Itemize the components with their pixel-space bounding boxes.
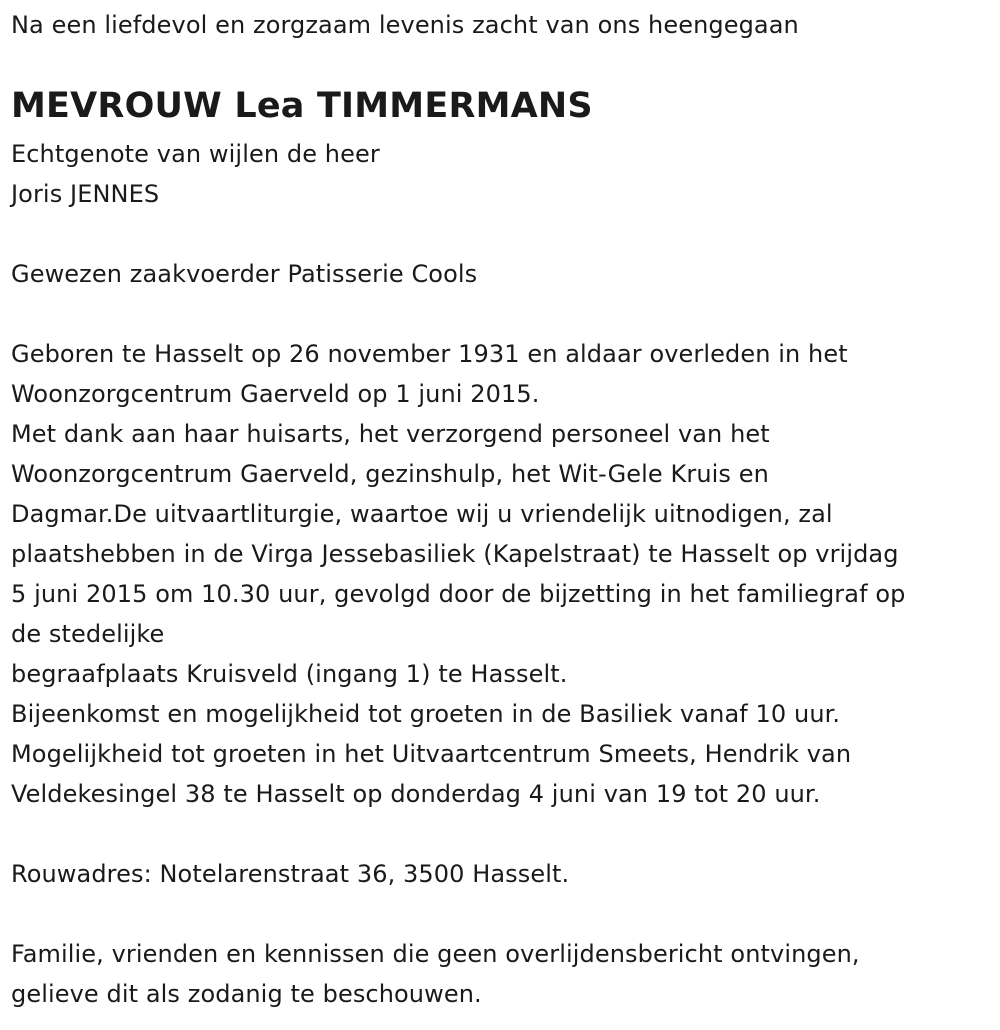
intro-text: Na een liefdevol en zorgzaam levenis zacht van ons heengegaan [11, 11, 799, 39]
family-line: gelieve dit als zodanig te beschouwen. [11, 980, 482, 1008]
occupation-block [11, 254, 477, 294]
address-block [11, 854, 569, 894]
body-line: Mogelijkheid tot groeten in het Uitvaartcentrum Smeets, Hendrik van [11, 740, 852, 768]
occupation-text: Gewezen zaakvoerder Patisserie Cools [11, 260, 478, 288]
body-line: Bijeenkomst en mogelijkheid tot groeten in de Basiliek vanaf 10 uur. [11, 700, 841, 728]
body-block [11, 334, 905, 814]
body-line: Dagmar.De uitvaartliturgie, waartoe wij u vriendelijk uitnodigen, zal [11, 500, 833, 528]
body-line: 5 juni 2015 om 10.30 uur, gevolgd door de bijzetting in het familiegraf op [11, 580, 906, 608]
body-line: Woonzorgcentrum Gaerveld, gezinshulp, het Wit-Gele Kruis en [11, 460, 769, 488]
body-line: Geboren te Hasselt op 26 november 1931 en aldaar overleden in het [11, 340, 848, 368]
address-text: Rouwadres: Notelarenstraat 36, 3500 Hasselt. [11, 860, 570, 888]
family-block [11, 934, 860, 1014]
spouse-line: Echtgenote van wijlen de heer [11, 140, 380, 168]
family-line: Familie, vrienden en kennissen die geen overlijdensbericht ontvingen, [11, 940, 860, 968]
body-line: Met dank aan haar huisarts, het verzorgend personeel van het [11, 420, 770, 448]
body-line: begraafplaats Kruisveld (ingang 1) te Hasselt. [11, 660, 568, 688]
body-line: plaatshebben in de Virga Jessebasiliek (Kapelstraat) te Hasselt op vrijdag [11, 540, 899, 568]
deceased-name: MEVROUW Lea TIMMERMANS [11, 86, 593, 126]
body-line: Woonzorgcentrum Gaerveld op 1 juni 2015. [11, 380, 540, 408]
spouse-line: Joris JENNES [11, 180, 160, 208]
spouse-block [11, 134, 380, 214]
body-line: de stedelijke [11, 620, 165, 648]
body-line: Veldekesingel 38 te Hasselt op donderdag 4 juni van 19 tot 20 uur. [11, 780, 821, 808]
